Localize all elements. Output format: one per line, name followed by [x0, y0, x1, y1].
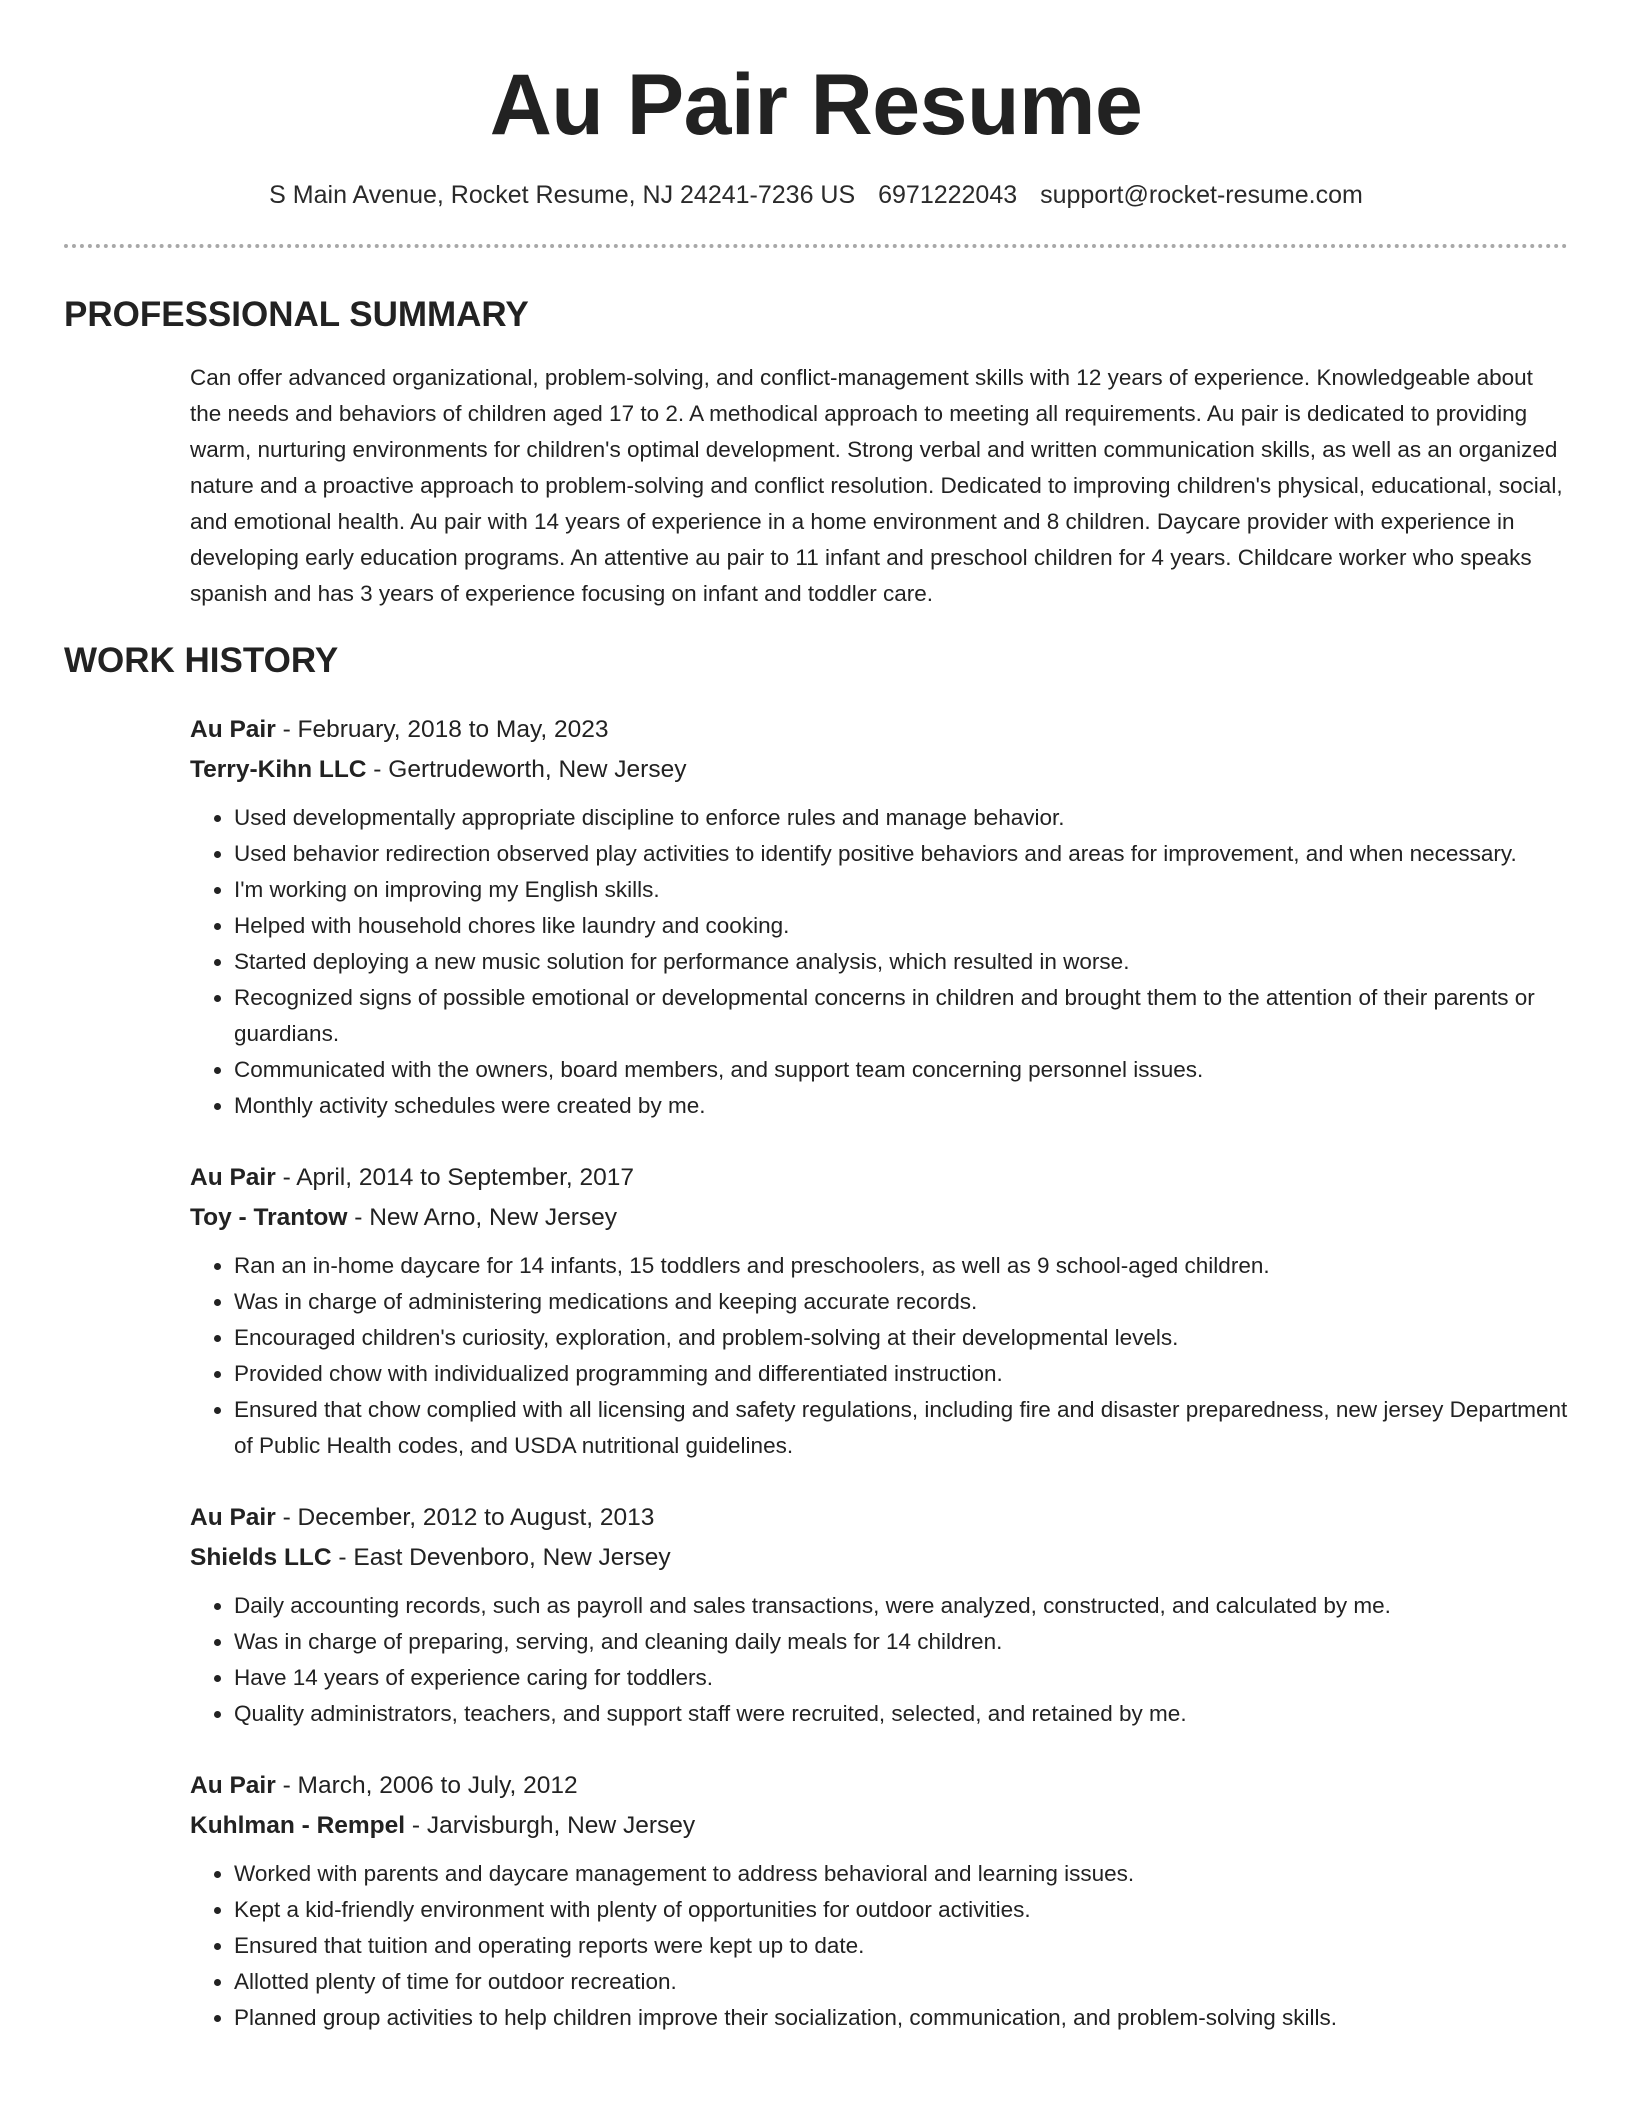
- job-bullet: • Was in charge of preparing, serving, and cleaning daily meals for 14 children.: [234, 1624, 1568, 1660]
- contact-phone: 6971222043: [878, 180, 1018, 209]
- resume-title: Au Pair Resume: [489, 57, 1143, 153]
- job-bullets: [190, 1856, 1568, 2036]
- job-bullets: [190, 1248, 1568, 1464]
- job-bullet: • Recognized signs of possible emotional or developmental concerns in children and brought them to the attention of their parents or guardians.: [234, 980, 1568, 1052]
- job-bullet: • Planned group activities to help children improve their socialization, communication, and problem-solving skills.: [234, 2000, 1568, 2036]
- job-bullet: • Helped with household chores like laundry and cooking.: [234, 908, 1568, 944]
- job-bullet: • Ensured that chow complied with all licensing and safety regulations, including fire and disaster preparedness, new jersey Department of Public Health codes, and USDA nutritional guidelines.: [234, 1392, 1568, 1464]
- job-bullet: • Daily accounting records, such as payroll and sales transactions, were analyzed, constructed, and calculated by me.: [234, 1588, 1568, 1624]
- job-company-line: [190, 1198, 1568, 1238]
- job-bullets: [190, 1588, 1568, 1732]
- contact-address: S Main Avenue, Rocket Resume, NJ 24241-7236 US: [269, 180, 856, 209]
- job-location: - East Devenboro, New Jersey: [331, 1544, 671, 1572]
- summary-heading: PROFESSIONAL SUMMARY: [64, 295, 529, 335]
- job-entry: [190, 710, 1568, 1124]
- job-role-line: [190, 710, 1568, 750]
- job-bullet: • Used developmentally appropriate discipline to enforce rules and manage behavior.: [234, 800, 1568, 836]
- job-bullet: • Was in charge of administering medications and keeping accurate records.: [234, 1284, 1568, 1320]
- contact-line: [64, 179, 1568, 212]
- summary-text: Can offer advanced organizational, problem-solving, and conflict-management skills with 12 years of experience. Knowledgeable about the needs and behaviors of children aged 17 to 2. A methodical approach to meeting all requirements. Au pair is dedicated to providing warm, nurturing environments for children's optimal development. Strong verbal and written communication skills, as well as an organized nature and a proactive approach to problem-solving and conflict resolution. Dedicated to improving children's physical, educational, social, and emotional health. Au pair with 14 years of experience in a home environment and 8 children. Daycare provider with experience in developing early education programs. An attentive au pair to 11 infant and preschool children for 4 years. Childcare worker who speaks spanish and has 3 years of experience focusing on infant and toddler care.: [190, 365, 1563, 607]
- job-location: - New Arno, New Jersey: [347, 1204, 618, 1232]
- job-bullet: • Encouraged children's curiosity, exploration, and problem-solving at their developmental levels.: [234, 1320, 1568, 1356]
- job-location: - Gertrudeworth, New Jersey: [366, 756, 687, 784]
- job-company-line: [190, 1538, 1568, 1578]
- job-location: - Jarvisburgh, New Jersey: [405, 1812, 696, 1840]
- header-divider: [64, 244, 1568, 248]
- job-bullet: • Quality administrators, teachers, and support staff were recruited, selected, and retained by me.: [234, 1696, 1568, 1732]
- job-bullet: • Worked with parents and daycare management to address behavioral and learning issues.: [234, 1856, 1568, 1892]
- job-company-line: [190, 750, 1568, 790]
- job-bullet: • Used behavior redirection observed play activities to identify positive behaviors and areas for improvement, and when necessary.: [234, 836, 1568, 872]
- job-bullet: • Ensured that tuition and operating reports were kept up to date.: [234, 1928, 1568, 1964]
- job-role: Au Pair: [190, 716, 276, 744]
- job-bullet: • Kept a kid-friendly environment with plenty of opportunities for outdoor activities.: [234, 1892, 1568, 1928]
- job-dates: - March, 2006 to July, 2012: [275, 1772, 578, 1800]
- job-role: Au Pair: [190, 1772, 276, 1800]
- job-bullet: • Provided chow with individualized programming and differentiated instruction.: [234, 1356, 1568, 1392]
- job-entry: [190, 1766, 1568, 2036]
- job-dates: - April, 2014 to September, 2017: [275, 1164, 634, 1192]
- job-bullet: • I'm working on improving my English skills.: [234, 872, 1568, 908]
- job-role-line: [190, 1498, 1568, 1538]
- job-dates: - December, 2012 to August, 2013: [275, 1504, 655, 1532]
- job-entry: [190, 1498, 1568, 1732]
- job-bullet: • Have 14 years of experience caring for toddlers.: [234, 1660, 1568, 1696]
- job-bullet: • Ran an in-home daycare for 14 infants, 15 toddlers and preschoolers, as well as 9 school-aged children.: [234, 1248, 1568, 1284]
- job-bullet: • Monthly activity schedules were created by me.: [234, 1088, 1568, 1124]
- job-dates: - February, 2018 to May, 2023: [275, 716, 609, 744]
- job-bullet: • Started deploying a new music solution for performance analysis, which resulted in worse.: [234, 944, 1568, 980]
- job-role: Au Pair: [190, 1504, 276, 1532]
- job-role-line: [190, 1766, 1568, 1806]
- job-bullet: • Communicated with the owners, board members, and support team concerning personnel issues.: [234, 1052, 1568, 1088]
- job-company: Terry-Kihn LLC: [190, 756, 367, 784]
- job-company-line: [190, 1806, 1568, 1846]
- job-entry: [190, 1158, 1568, 1464]
- contact-email: support@rocket-resume.com: [1040, 180, 1363, 209]
- job-company: Toy - Trantow: [190, 1204, 348, 1232]
- job-bullets: [190, 800, 1568, 1124]
- job-role: Au Pair: [190, 1164, 276, 1192]
- work-history-heading: WORK HISTORY: [64, 641, 339, 681]
- job-company: Shields LLC: [190, 1544, 332, 1572]
- job-role-line: [190, 1158, 1568, 1198]
- job-bullet: • Allotted plenty of time for outdoor recreation.: [234, 1964, 1568, 2000]
- job-company: Kuhlman - Rempel: [190, 1812, 406, 1840]
